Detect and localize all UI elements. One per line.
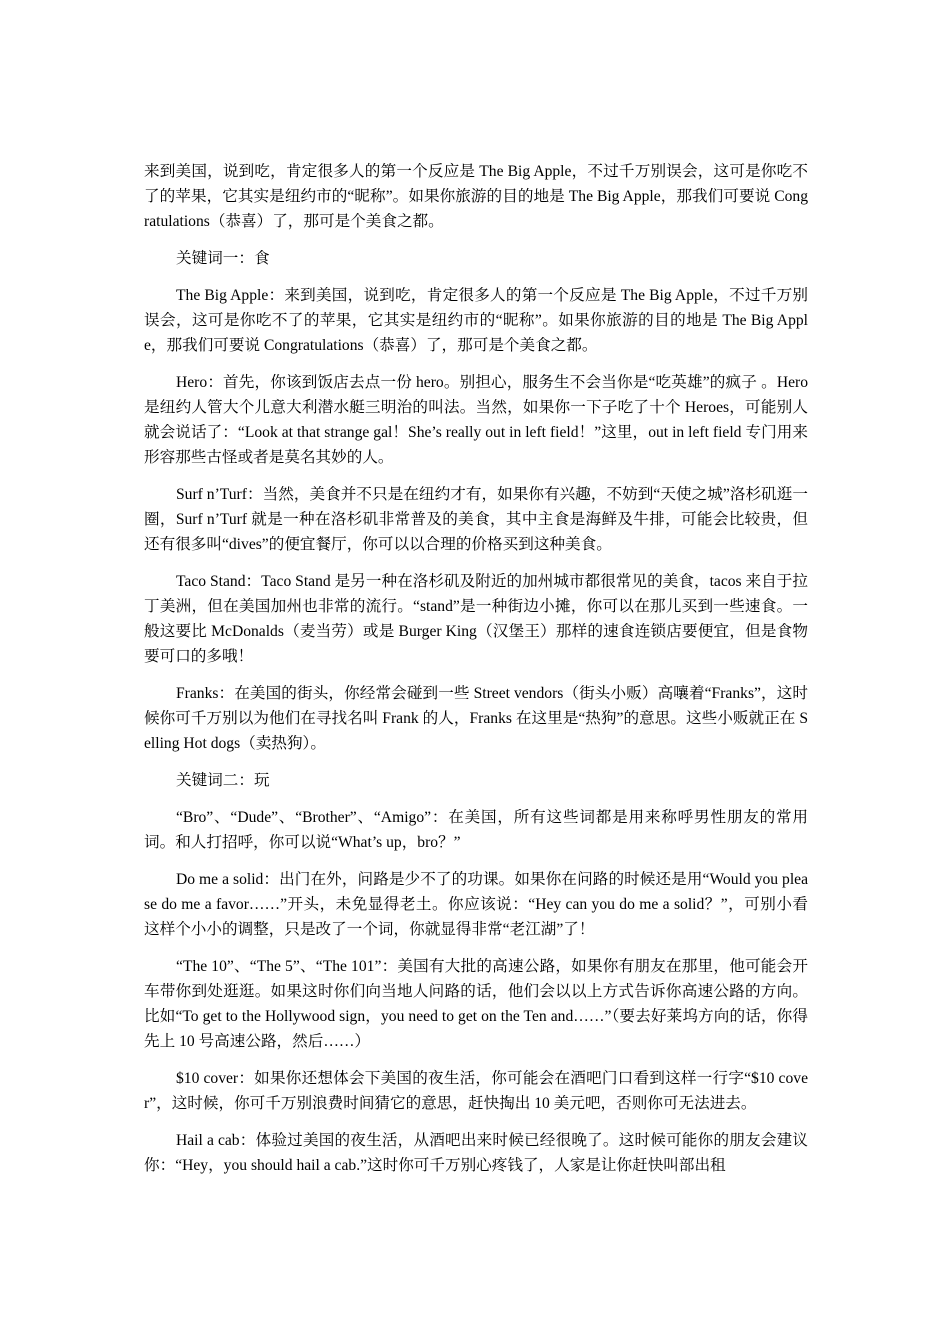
section-heading-food: 关键词一：食 [176, 250, 270, 267]
paragraph-highways: “The 10”、“The 5”、“The 101”：美国有大批的高速公路，如果你有朋友在那里，他可能会开车带你到处逛逛。如果这时你们向当地人问路的话，他们会以以上方式告诉你高速公路的方向。比如“To get to the Hollywood sign，you need to get on the Ten and……”（要去好莱坞方向的话，你得先上 10 号高速公路，然后……） [144, 958, 808, 1050]
paragraph-do-me-a-solid: Do me a solid：出门在外，问路是少不了的功课。如果你在问路的时候还是用“Would you please do me a favor……”开头，未免显得老土。你应该说：“Hey can you do me a solid？”，可别小看这样个小小的调整，只是改了一个词，你就显得非常“老江湖”了！ [144, 871, 808, 938]
paragraph-10-cover: $10 cover：如果你还想体会下美国的夜生活，你可能会在酒吧门口看到这样一行字“$10 cover”，这时候，你可千万别浪费时间猜它的意思，赶快掏出 10 美元吧，否则你可无法进去。 [144, 1070, 808, 1112]
paragraph-franks: Franks：在美国的街头，你经常会碰到一些 Street vendors（街头小贩）高嚷着“Franks”，这时候你可千万别以为他们在寻找名叫 Frank 的人，Franks 在这里是“热狗”的意思。这些小贩就正在 Selling Hot dogs（卖热狗）。 [144, 685, 808, 752]
paragraph-surf-n-turf: Surf n’Turf：当然，美食并不只是在纽约才有，如果你有兴趣，不妨到“天使之城”洛杉矶逛一圈，Surf n’Turf 就是一种在洛杉矶非常普及的美食，其中主食是海鲜及牛排，可能会比较贵，但还有很多叫“dives”的便宜餐厅，你可以以合理的价格买到这种美食。 [144, 486, 808, 553]
paragraph-hero: Hero：首先，你该到饭店去点一份 hero。别担心，服务生不会当你是“吃英雄”的疯子 。Hero 是纽约人管大个儿意大利潜水艇三明治的叫法。当然，如果你一下子吃了十个 Heroes，可能别人就会说话了：“Look at that strange gal！She’s really out in left field！”这里，out in left field 专门用来形容那些古怪或者是莫名其妙的人。 [144, 374, 808, 466]
paragraph-bro-dude: “Bro”、“Dude”、“Brother”、“Amigo”：在美国，所有这些词都是用来称呼男性朋友的常用词。和人打招呼，你可以说“What’s up，bro？” [144, 809, 808, 851]
section-heading-fun: 关键词二：玩 [176, 772, 270, 789]
paragraph-big-apple: The Big Apple：来到美国，说到吃，肯定很多人的第一个反应是 The Big Apple，不过千万别误会，这可是你吃不了的苹果，它其实是纽约市的“昵称”。如果你旅游的目的地是 The Big Apple，那我们可要说 Congratulations（恭喜）了，那可是个美食之都。 [144, 287, 808, 354]
intro-paragraph: 来到美国，说到吃，肯定很多人的第一个反应是 The Big Apple，不过千万别误会，这可是你吃不了的苹果，它其实是纽约市的“昵称”。如果你旅游的目的地是 The Big Apple，那我们可要说 Congratulations（恭喜）了，那可是个美食之都。 [144, 163, 808, 230]
paragraph-taco-stand: Taco Stand：Taco Stand 是另一种在洛杉矶及附近的加州城市都很常见的美食，tacos 来自于拉丁美洲，但在美国加州也非常的流行。“stand”是一种街边小摊，你可以在那儿买到一些速食。一般这要比 McDonalds（麦当劳）或是 Burger King（汉堡王）那样的速食连锁店要便宜，但是食物要可口的多哦！ [144, 573, 808, 665]
document-page [144, 159, 808, 1190]
paragraph-hail-a-cab: Hail a cab：体验过美国的夜生活，从酒吧出来时候已经很晚了。这时候可能你的朋友会建议你：“Hey，you should hail a cab.”这时你可千万别心疼钱了，人家是让你赶快叫部出租 [144, 1132, 808, 1174]
